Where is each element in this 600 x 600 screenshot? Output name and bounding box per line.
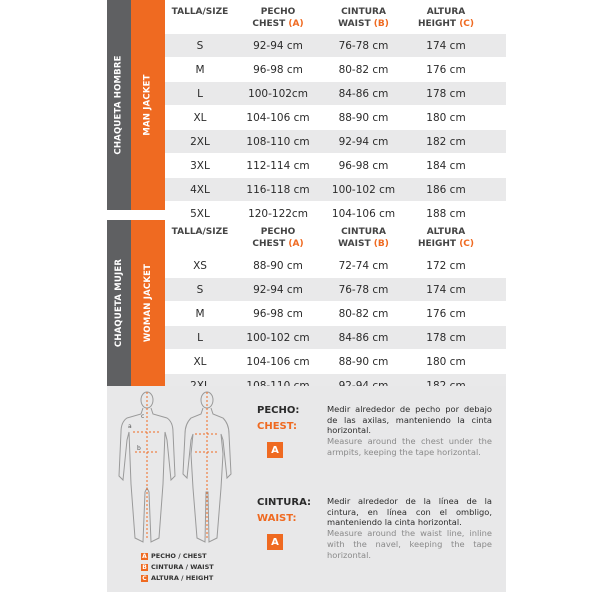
chest-cell: 92-94 cm	[253, 283, 303, 296]
chest-cell: 92-94 cm	[253, 39, 303, 52]
height-cell: 184 cm	[426, 159, 466, 172]
waist-cell: 92-94 cm	[338, 135, 389, 148]
figure-letter-a: a	[128, 423, 132, 430]
header-height: ALTURA HEIGHT (C)	[417, 7, 475, 29]
legend-item-chest: A PECHO / CHEST	[142, 552, 207, 560]
chest-cell: 112-114 cm	[246, 159, 310, 172]
waist-cell: 80-82 cm	[338, 307, 389, 320]
waist-cell: 88-90 cm	[338, 111, 389, 124]
header-chest: PECHO CHEST (A)	[252, 7, 304, 29]
table-row	[165, 326, 506, 349]
size-cell: 2XL	[190, 135, 210, 148]
chest-label: PECHO: CHEST:	[257, 405, 300, 432]
header-chest: PECHO CHEST (A)	[252, 227, 304, 249]
table-row	[165, 34, 506, 57]
size-cell: XL	[193, 355, 207, 368]
height-cell: 180 cm	[426, 355, 466, 368]
size-cell: 3XL	[190, 159, 210, 172]
chest-cell: 120-122cm	[248, 207, 308, 220]
waist-cell: 104-106 cm	[331, 207, 396, 220]
height-cell: 178 cm	[426, 331, 466, 344]
women-side-label-es: CHAQUETA MUJER	[107, 220, 131, 386]
chest-cell: 116-118 cm	[246, 183, 310, 196]
table-row	[165, 82, 506, 105]
table-row	[165, 154, 506, 177]
height-cell: 172 cm	[426, 259, 466, 272]
size-cell: 4XL	[190, 183, 210, 196]
height-cell: 176 cm	[426, 307, 466, 320]
header-size: TALLA/SIZE	[171, 227, 229, 237]
body-figures-illustration	[115, 388, 235, 553]
women-side-label-en: WOMAN JACKET	[131, 220, 165, 386]
waist-cell: 88-90 cm	[338, 355, 389, 368]
size-cell: M	[195, 307, 205, 320]
size-cell: L	[197, 87, 203, 100]
chest-cell: 88-90 cm	[253, 259, 303, 272]
height-cell: 186 cm	[426, 183, 466, 196]
table-row	[165, 254, 506, 277]
chest-cell: 108-110 cm	[246, 135, 310, 148]
size-cell: S	[196, 283, 204, 296]
header-waist: CINTURA WAIST (B)	[338, 227, 389, 249]
waist-cell: 96-98 cm	[338, 159, 389, 172]
header-waist: CINTURA WAIST (B)	[338, 7, 389, 29]
chest-cell: 96-98 cm	[253, 307, 303, 320]
waist-cell: 76-78 cm	[338, 283, 389, 296]
figure-letter-c: c	[141, 413, 145, 420]
men-table-body	[165, 0, 506, 220]
size-cell: S	[196, 39, 204, 52]
table-row	[165, 58, 506, 81]
height-cell: 188 cm	[426, 207, 466, 220]
waist-cell: 84-86 cm	[338, 87, 389, 100]
size-cell: L	[197, 331, 203, 344]
height-cell: 178 cm	[426, 87, 466, 100]
table-row	[165, 350, 506, 373]
size-cell: M	[195, 63, 205, 76]
waist-cell: 100-102 cm	[331, 183, 396, 196]
waist-label: CINTURA: WAIST:	[257, 497, 311, 524]
waist-text: Medir alrededor de la línea de la cintura, en línea con el ombligo, manteniendo la cinta horizontal. Measure around the waist line, inline with the navel, keeping the tape horizontal.	[327, 496, 492, 560]
table-row	[165, 106, 506, 129]
chest-cell: 100-102cm	[248, 87, 308, 100]
chest-cell: 104-106 cm	[246, 355, 310, 368]
header-height: ALTURA HEIGHT (C)	[417, 227, 475, 249]
chest-badge: A	[267, 442, 283, 458]
legend-item-waist: B CINTURA / WAIST	[142, 563, 214, 571]
waist-cell: 72-74 cm	[338, 259, 389, 272]
height-cell: 180 cm	[426, 111, 466, 124]
men-side-label-en: MAN JACKET	[131, 0, 165, 210]
header-size: TALLA/SIZE	[171, 7, 229, 17]
figure-letter-b: b	[137, 445, 141, 452]
women-table-body	[165, 220, 506, 386]
women-size-table	[107, 220, 506, 386]
legend-item-height: C ALTURA / HEIGHT	[142, 574, 214, 582]
size-cell: XS	[193, 259, 207, 272]
height-cell: 176 cm	[426, 63, 466, 76]
men-side-label-es: CHAQUETA HOMBRE	[107, 0, 131, 210]
table-row	[165, 130, 506, 153]
waist-cell: 76-78 cm	[338, 39, 389, 52]
size-cell: 5XL	[190, 207, 210, 220]
chest-cell: 96-98 cm	[253, 63, 303, 76]
height-cell: 182 cm	[426, 135, 466, 148]
measurement-guide	[107, 386, 506, 592]
waist-cell: 84-86 cm	[338, 331, 389, 344]
table-row	[165, 302, 506, 325]
chest-text: Medir alrededor de pecho por debajo de las axilas, manteniendo la cinta horizontal. Measure around the chest under the armpits, keeping the tape horizontal.	[327, 404, 492, 457]
measurement-legend	[141, 551, 214, 584]
men-size-table	[107, 0, 506, 220]
waist-badge: A	[267, 534, 283, 550]
women-table-header	[165, 220, 506, 254]
size-cell: XL	[193, 111, 207, 124]
table-row	[165, 278, 506, 301]
height-cell: 174 cm	[426, 283, 466, 296]
height-cell: 174 cm	[426, 39, 466, 52]
chest-cell: 104-106 cm	[246, 111, 310, 124]
chest-cell: 100-102 cm	[246, 331, 310, 344]
table-row	[165, 178, 506, 201]
waist-cell: 80-82 cm	[338, 63, 389, 76]
men-table-header	[165, 0, 506, 34]
